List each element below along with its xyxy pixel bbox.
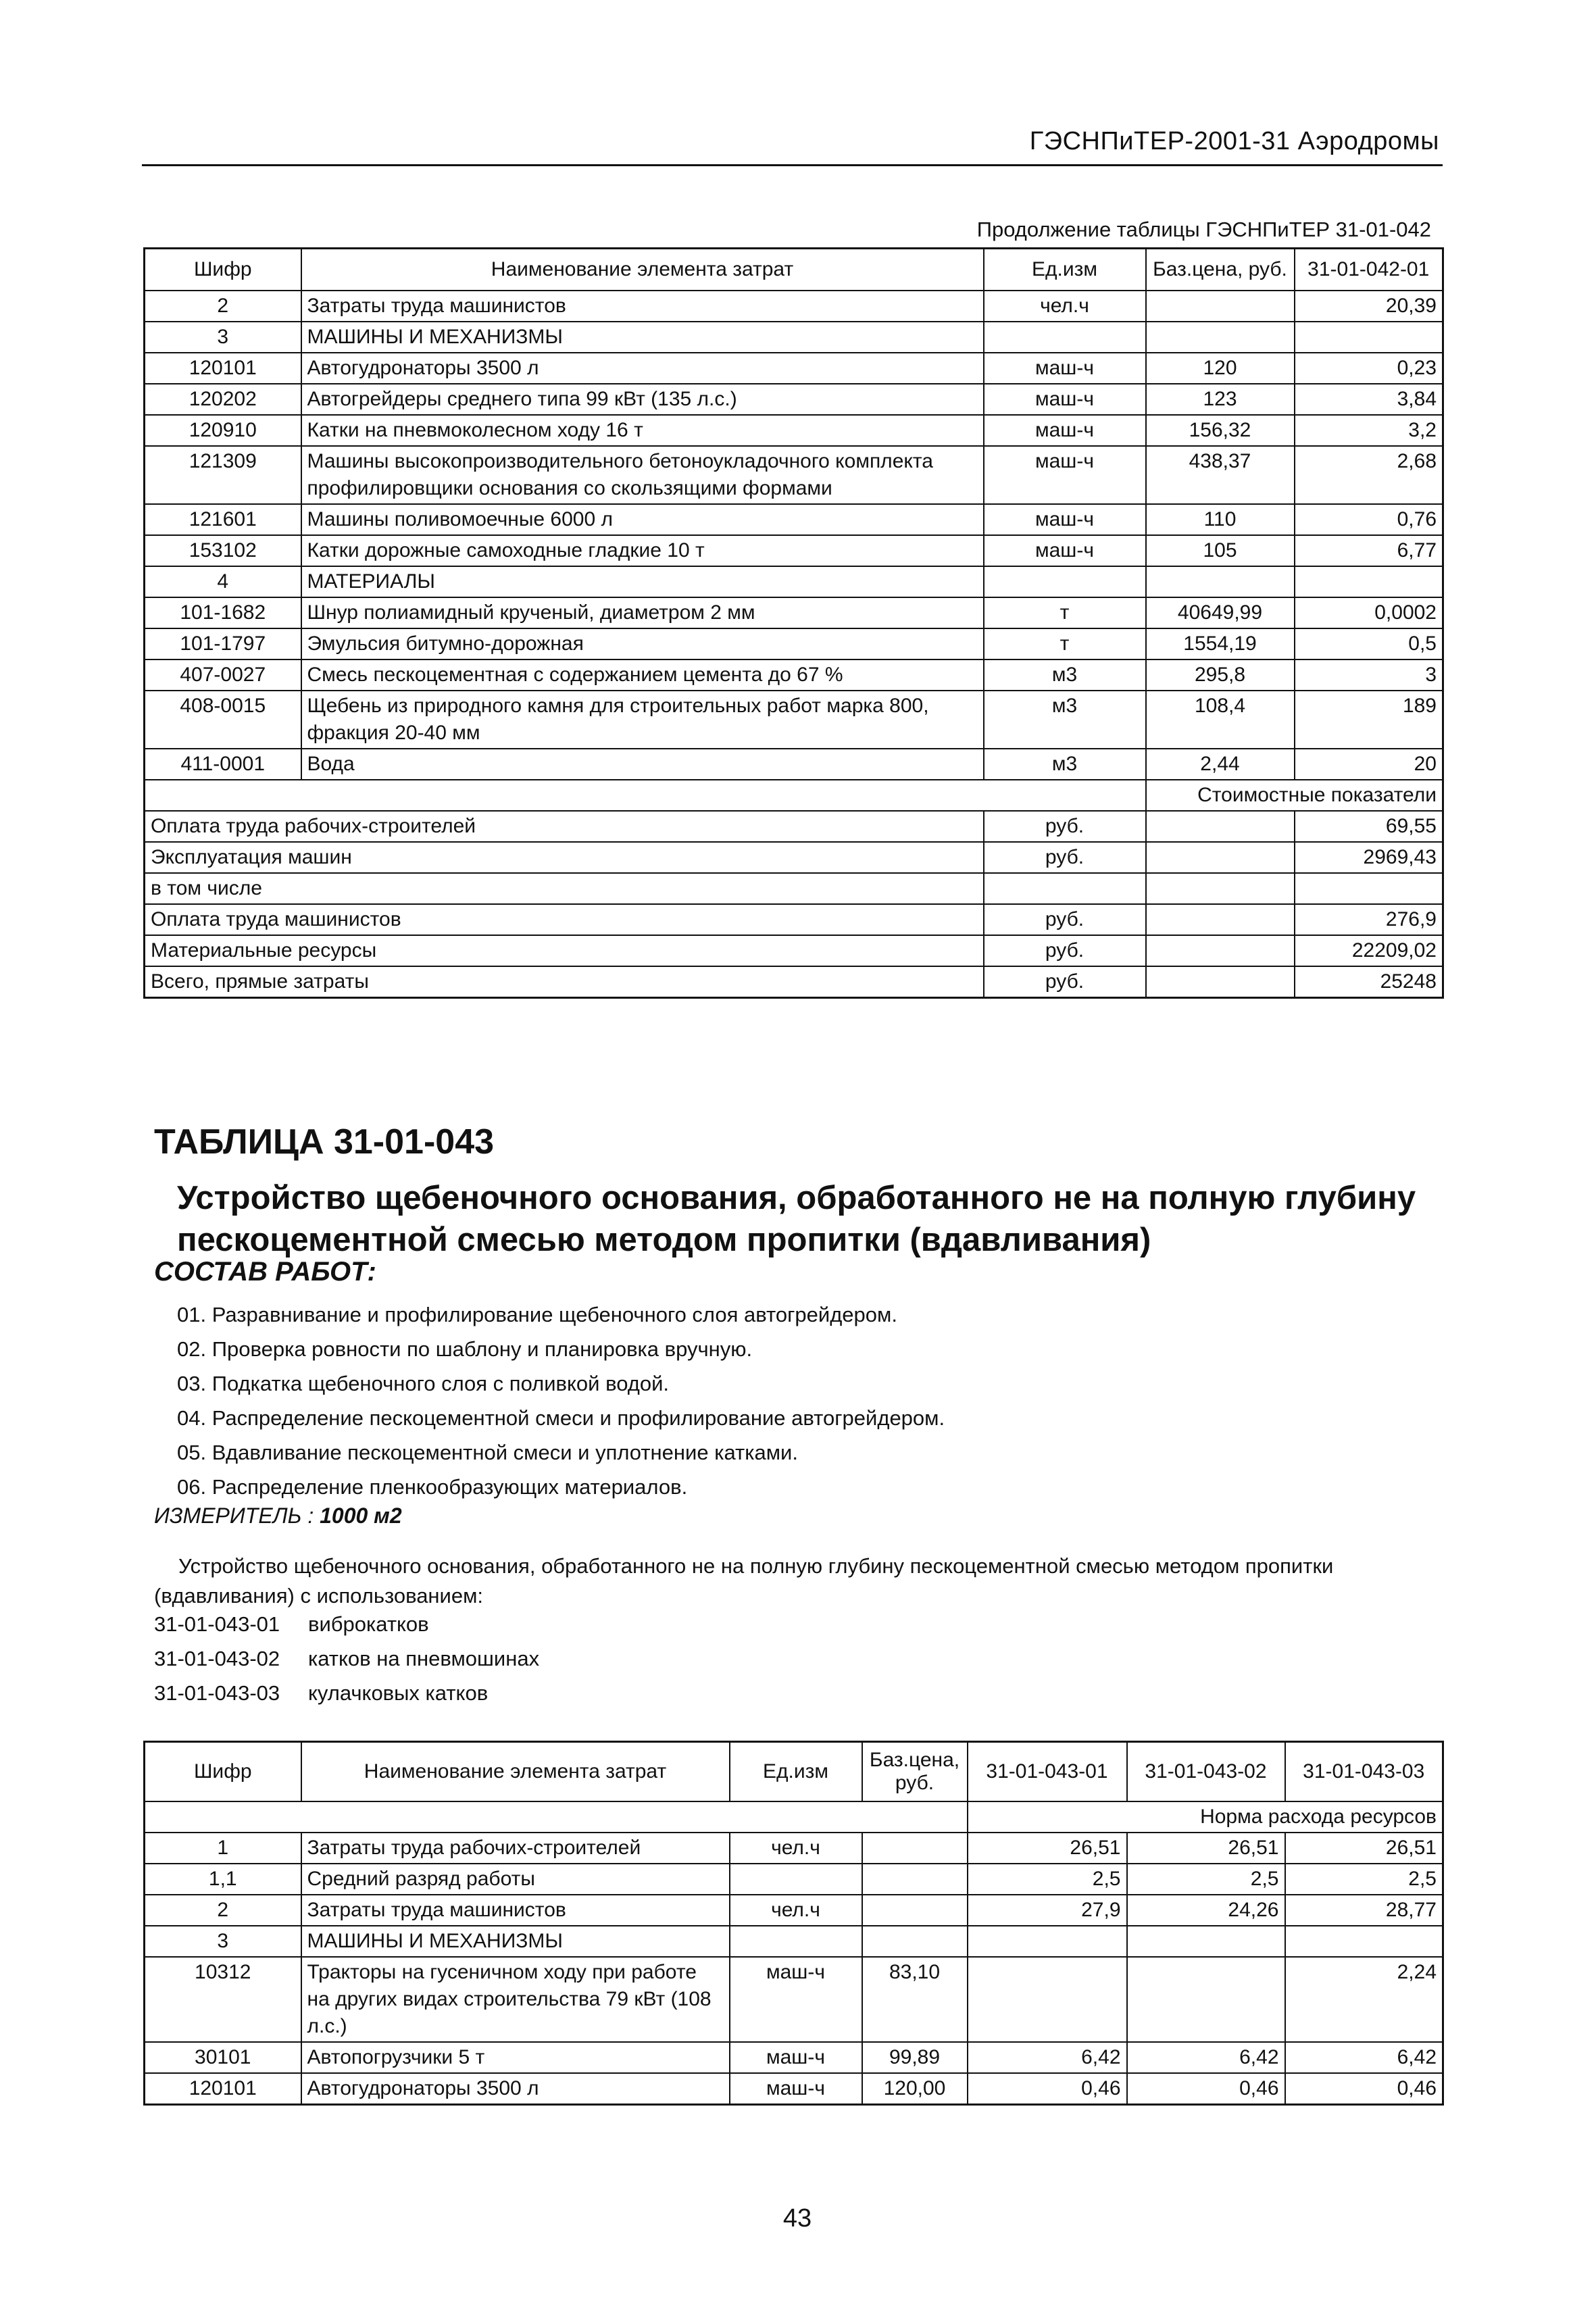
row-unit: чел.ч <box>730 1895 862 1926</box>
table-title: ТАБЛИЦА 31-01-043 <box>154 1122 495 1162</box>
row-value: 2,5 <box>968 1864 1127 1895</box>
row-value <box>1285 1926 1443 1957</box>
resource-table-043 <box>143 1741 1444 2106</box>
row-code: 2 <box>145 291 301 322</box>
row-code: 121601 <box>145 504 301 535</box>
norm-header: Норма расхода ресурсов <box>968 1801 1443 1833</box>
cost-unit <box>984 873 1146 904</box>
work-item: 03. Подкатка щебеночного слоя с поливкой водой. <box>177 1372 670 1395</box>
spacer-cell <box>1146 873 1295 904</box>
row-price <box>1146 566 1295 597</box>
table-continuation-caption: Продолжение таблицы ГЭСНПиТЕР 31-01-042 <box>976 218 1431 241</box>
row-code: 120101 <box>145 353 301 384</box>
running-title: ГЭСНПиТЕР-2001-31 Аэродромы <box>1029 127 1439 155</box>
row-value: 26,51 <box>1127 1833 1285 1864</box>
row-code: 1,1 <box>145 1864 301 1895</box>
column-header: 31-01-043-01 <box>968 1742 1127 1801</box>
row-value: 0,76 <box>1295 504 1443 535</box>
row-price <box>1146 322 1295 353</box>
cost-label: Материальные ресурсы <box>145 935 984 966</box>
row-code: 120910 <box>145 415 301 446</box>
row-value <box>1127 1957 1285 2042</box>
row-unit: маш-ч <box>984 415 1146 446</box>
variant-item <box>154 1607 539 1641</box>
row-unit: м3 <box>984 659 1146 691</box>
row-name: МАТЕРИАЛЫ <box>301 566 984 597</box>
table-row <box>145 659 1443 691</box>
work-item: 05. Вдавливание пескоцементной смеси и уплотнение катками. <box>177 1441 798 1464</box>
row-name: Средний разряд работы <box>301 1864 730 1895</box>
spacer-cell <box>1146 842 1295 873</box>
measurement-unit <box>154 1503 402 1528</box>
work-item: 06. Распределение пленкообразующих материалов. <box>177 1475 688 1499</box>
row-name: Шнур полиамидный крученый, диаметром 2 мм <box>301 597 984 628</box>
resource-table-042 <box>143 247 1444 999</box>
variant-text: катков на пневмошинах <box>308 1647 540 1670</box>
norm-header-row <box>145 1801 1443 1833</box>
row-name: Катки дорожные самоходные гладкие 10 т <box>301 535 984 566</box>
table-row <box>145 566 1443 597</box>
table-row <box>145 1895 1443 1926</box>
row-unit: маш-ч <box>730 2042 862 2073</box>
row-price: 40649,99 <box>1146 597 1295 628</box>
row-value: 26,51 <box>968 1833 1127 1864</box>
row-unit: маш-ч <box>984 504 1146 535</box>
spacer-cell <box>1146 811 1295 842</box>
row-value: 3 <box>1295 659 1443 691</box>
row-value: 2,5 <box>1285 1864 1443 1895</box>
table-row <box>145 628 1443 659</box>
row-value <box>1295 566 1443 597</box>
row-price: 108,4 <box>1146 691 1295 749</box>
row-name: МАШИНЫ И МЕХАНИЗМЫ <box>301 322 984 353</box>
row-value: 2,5 <box>1127 1864 1285 1895</box>
cost-row <box>145 935 1443 966</box>
row-value: 6,77 <box>1295 535 1443 566</box>
row-name: Машины высокопроизводительного бетоноукладочного комплекта профилировщики основания со скользящими формами <box>301 446 984 504</box>
row-price: 1554,19 <box>1146 628 1295 659</box>
column-header: Баз.цена, руб. <box>862 1742 968 1801</box>
row-unit <box>984 566 1146 597</box>
variant-code: 31-01-043-03 <box>154 1681 280 1705</box>
row-value: 26,51 <box>1285 1833 1443 1864</box>
row-unit: чел.ч <box>730 1833 862 1864</box>
row-price <box>862 1926 968 1957</box>
cost-unit: руб. <box>984 966 1146 998</box>
cost-header-row <box>145 780 1443 811</box>
work-composition-list <box>177 1297 1420 1504</box>
row-name: Эмульсия битумно-дорожная <box>301 628 984 659</box>
row-value: 6,42 <box>1127 2042 1285 2073</box>
row-unit <box>730 1926 862 1957</box>
spacer-cell <box>145 1801 968 1833</box>
row-value: 0,46 <box>1127 2073 1285 2105</box>
row-code: 101-1682 <box>145 597 301 628</box>
column-header: Наименование элемента затрат <box>301 1742 730 1801</box>
cost-row <box>145 842 1443 873</box>
row-unit: маш-ч <box>984 353 1146 384</box>
row-name: Автогудронаторы 3500 л <box>301 2073 730 2105</box>
row-name: Вода <box>301 749 984 780</box>
row-name: Автогудронаторы 3500 л <box>301 353 984 384</box>
table-header-row <box>145 249 1443 291</box>
row-code: 3 <box>145 1926 301 1957</box>
cost-unit: руб. <box>984 842 1146 873</box>
row-name: Щебень из природного камня для строительных работ марка 800, фракция 20-40 мм <box>301 691 984 749</box>
column-header: Шифр <box>145 1742 301 1801</box>
row-unit: маш-ч <box>984 446 1146 504</box>
row-code: 121309 <box>145 446 301 504</box>
row-name: Катки на пневмоколесном ходу 16 т <box>301 415 984 446</box>
row-code: 408-0015 <box>145 691 301 749</box>
row-value: 0,0002 <box>1295 597 1443 628</box>
row-name: Машины поливомоечные 6000 л <box>301 504 984 535</box>
row-value <box>1127 1926 1285 1957</box>
column-header: Шифр <box>145 249 301 291</box>
cost-value: 2969,43 <box>1295 842 1443 873</box>
table-header-row <box>145 1742 1443 1801</box>
row-value: 2,24 <box>1285 1957 1443 2042</box>
table-row <box>145 446 1443 504</box>
cost-row <box>145 811 1443 842</box>
row-price: 123 <box>1146 384 1295 415</box>
row-value: 20,39 <box>1295 291 1443 322</box>
spacer-cell <box>1146 935 1295 966</box>
row-value <box>968 1926 1127 1957</box>
row-name: Затраты труда машинистов <box>301 1895 730 1926</box>
row-value: 2,68 <box>1295 446 1443 504</box>
row-unit: маш-ч <box>730 2073 862 2105</box>
row-value: 28,77 <box>1285 1895 1443 1926</box>
table-row <box>145 749 1443 780</box>
cost-row <box>145 966 1443 998</box>
row-unit: т <box>984 628 1146 659</box>
row-price <box>862 1833 968 1864</box>
table-row <box>145 415 1443 446</box>
row-price: 105 <box>1146 535 1295 566</box>
variant-code: 31-01-043-01 <box>154 1612 280 1636</box>
column-header: 31-01-042-01 <box>1295 249 1443 291</box>
row-code: 4 <box>145 566 301 597</box>
row-price: 295,8 <box>1146 659 1295 691</box>
table-row <box>145 322 1443 353</box>
table-row <box>145 1864 1443 1895</box>
row-price <box>862 1864 968 1895</box>
row-name: Тракторы на гусеничном ходу при работе на других видах строительства 79 кВт (108 л.с.) <box>301 1957 730 2042</box>
row-value: 20 <box>1295 749 1443 780</box>
row-price: 438,37 <box>1146 446 1295 504</box>
table-row <box>145 535 1443 566</box>
cost-label: Всего, прямые затраты <box>145 966 984 998</box>
row-unit <box>984 322 1146 353</box>
row-unit: чел.ч <box>984 291 1146 322</box>
cost-label: Оплата труда машинистов <box>145 904 984 935</box>
variant-code: 31-01-043-02 <box>154 1647 280 1670</box>
row-value: 24,26 <box>1127 1895 1285 1926</box>
section-title: Устройство щебеночного основания, обработанного не на полную глубину пескоцементной смесью методом пропитки (вдавливания) <box>177 1180 1416 1258</box>
table-row <box>145 291 1443 322</box>
column-header: Ед.изм <box>984 249 1146 291</box>
header-rule <box>142 164 1443 166</box>
row-value: 0,5 <box>1295 628 1443 659</box>
row-value: 3,84 <box>1295 384 1443 415</box>
row-name: МАШИНЫ И МЕХАНИЗМЫ <box>301 1926 730 1957</box>
column-header: Наименование элемента затрат <box>301 249 984 291</box>
table-row <box>145 1833 1443 1864</box>
table-row <box>145 2042 1443 2073</box>
row-price <box>862 1895 968 1926</box>
row-code: 407-0027 <box>145 659 301 691</box>
row-value: 0,46 <box>1285 2073 1443 2105</box>
row-value: 6,42 <box>1285 2042 1443 2073</box>
row-price: 120 <box>1146 353 1295 384</box>
cost-row <box>145 873 1443 904</box>
row-value: 6,42 <box>968 2042 1127 2073</box>
cost-unit: руб. <box>984 811 1146 842</box>
cost-label: Оплата труда рабочих-строителей <box>145 811 984 842</box>
row-value: 0,46 <box>968 2073 1127 2105</box>
cost-value: 22209,02 <box>1295 935 1443 966</box>
row-unit <box>730 1864 862 1895</box>
column-header: Баз.цена, руб. <box>1146 249 1295 291</box>
row-price <box>1146 291 1295 322</box>
row-unit: м3 <box>984 691 1146 749</box>
variant-item <box>154 1676 539 1710</box>
cost-value: 25248 <box>1295 966 1443 998</box>
variant-list <box>154 1607 539 1710</box>
cost-unit: руб. <box>984 935 1146 966</box>
cost-value <box>1295 873 1443 904</box>
cost-label: в том числе <box>145 873 984 904</box>
row-unit: м3 <box>984 749 1146 780</box>
table-row <box>145 384 1443 415</box>
page-number: 43 <box>782 2204 812 2233</box>
cost-row <box>145 904 1443 935</box>
table-row <box>145 597 1443 628</box>
row-name: Смесь пескоцементная с содержанием цемента до 67 % <box>301 659 984 691</box>
variant-item <box>154 1641 539 1676</box>
row-code: 411-0001 <box>145 749 301 780</box>
meter-label: ИЗМЕРИТЕЛЬ : <box>154 1503 314 1528</box>
row-price: 120,00 <box>862 2073 968 2105</box>
row-price: 110 <box>1146 504 1295 535</box>
row-unit: маш-ч <box>984 384 1146 415</box>
row-value: 3,2 <box>1295 415 1443 446</box>
cost-unit: руб. <box>984 904 1146 935</box>
column-header: 31-01-043-03 <box>1285 1742 1443 1801</box>
work-item: 01. Разравнивание и профилирование щебеночного слоя автогрейдером. <box>177 1303 897 1326</box>
row-code: 30101 <box>145 2042 301 2073</box>
row-name: Автогрейдеры среднего типа 99 кВт (135 л.с.) <box>301 384 984 415</box>
variant-text: виброкатков <box>308 1612 429 1636</box>
row-name: Затраты труда рабочих-строителей <box>301 1833 730 1864</box>
row-code: 2 <box>145 1895 301 1926</box>
row-price: 156,32 <box>1146 415 1295 446</box>
row-value: 0,23 <box>1295 353 1443 384</box>
table-row <box>145 1957 1443 2042</box>
row-value: 189 <box>1295 691 1443 749</box>
work-item: 04. Распределение пескоцементной смеси и профилирование автогрейдером. <box>177 1406 945 1430</box>
row-unit: т <box>984 597 1146 628</box>
row-code: 101-1797 <box>145 628 301 659</box>
column-header: Ед.изм <box>730 1742 862 1801</box>
work-composition-heading: СОСТАВ РАБОТ: <box>154 1257 376 1287</box>
row-price: 99,89 <box>862 2042 968 2073</box>
row-unit: маш-ч <box>730 1957 862 2042</box>
row-code: 10312 <box>145 1957 301 2042</box>
row-name: Затраты труда машинистов <box>301 291 984 322</box>
spacer-cell <box>145 780 1146 811</box>
row-price: 83,10 <box>862 1957 968 2042</box>
section-description: Устройство щебеночного основания, обработанного не на полную глубину пескоцементной смесью методом пропитки (вдавливания) с использованием: <box>154 1554 1334 1608</box>
row-code: 120101 <box>145 2073 301 2105</box>
variant-text: кулачковых катков <box>308 1681 489 1705</box>
spacer-cell <box>1146 904 1295 935</box>
row-code: 1 <box>145 1833 301 1864</box>
row-name: Автопогрузчики 5 т <box>301 2042 730 2073</box>
row-value <box>968 1957 1127 2042</box>
row-code: 120202 <box>145 384 301 415</box>
spacer-cell <box>1146 966 1295 998</box>
table-row <box>145 1926 1443 1957</box>
row-value: 27,9 <box>968 1895 1127 1926</box>
meter-value: 1000 м2 <box>320 1503 402 1528</box>
table-row <box>145 2073 1443 2105</box>
cost-value: 69,55 <box>1295 811 1443 842</box>
row-code: 3 <box>145 322 301 353</box>
column-header: 31-01-043-02 <box>1127 1742 1285 1801</box>
row-unit: маш-ч <box>984 535 1146 566</box>
table-row <box>145 691 1443 749</box>
row-code: 153102 <box>145 535 301 566</box>
table-row <box>145 353 1443 384</box>
cost-header: Стоимостные показатели <box>1146 780 1443 811</box>
table-row <box>145 504 1443 535</box>
row-price: 2,44 <box>1146 749 1295 780</box>
cost-value: 276,9 <box>1295 904 1443 935</box>
row-value <box>1295 322 1443 353</box>
cost-label: Эксплуатация машин <box>145 842 984 873</box>
work-item: 02. Проверка ровности по шаблону и планировка вручную. <box>177 1337 753 1361</box>
